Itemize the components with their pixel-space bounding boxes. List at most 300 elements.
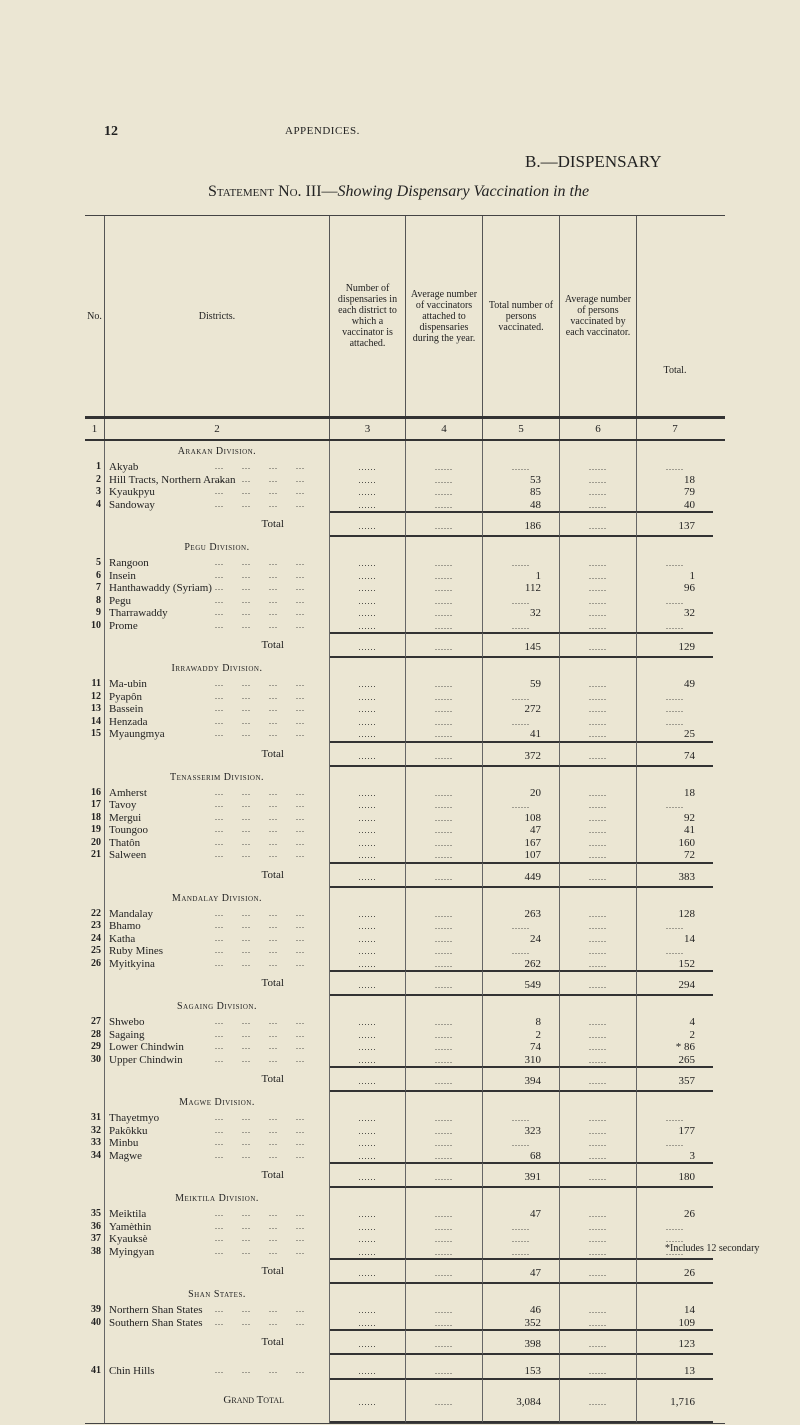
district-name: Myaungmya ... — [105, 728, 330, 741]
avg-vaccinators-value — [406, 1125, 483, 1138]
persons-vaccinated-value: 47 — [483, 1208, 560, 1221]
persons-vaccinated-value — [483, 1137, 560, 1150]
table-row — [85, 799, 725, 812]
row-number: 27 — [85, 1016, 105, 1029]
dispensaries-value — [330, 1365, 406, 1378]
total-row — [85, 632, 725, 658]
persons-vaccinated-value: 153 — [483, 1365, 560, 1378]
persons-vaccinated-value: 323 — [483, 1125, 560, 1138]
avg-vaccinators-value — [406, 678, 483, 691]
avg-per-vaccinator-value — [560, 1258, 637, 1284]
avg-vaccinators-value — [406, 1233, 483, 1246]
division-name: Magwe Division. — [105, 1092, 330, 1112]
avg-vaccinators-value — [406, 486, 483, 499]
dispensaries-value — [330, 716, 406, 729]
total-value: 160 — [678, 836, 695, 849]
district-name: Pegu ... — [105, 595, 330, 608]
district-name: Yamèthin ... — [105, 1221, 330, 1234]
avg-per-vaccinator-value — [560, 1041, 637, 1054]
dispensaries-value — [330, 632, 406, 658]
total-value: 265 — [678, 1053, 695, 1066]
district-name: Tharrawaddy ... — [105, 607, 330, 620]
dispensaries-value — [330, 1041, 406, 1054]
dispensaries-value — [330, 1221, 406, 1234]
avg-per-vaccinator-value — [560, 658, 637, 678]
avg-vaccinators-value — [406, 970, 483, 996]
persons-vaccinated-value — [483, 658, 560, 678]
header-districts: Districts. — [105, 216, 330, 416]
row-number: 13 — [85, 703, 105, 716]
avg-vaccinators-value — [406, 632, 483, 658]
avg-vaccinators-value — [406, 849, 483, 862]
dispensaries-value — [330, 1233, 406, 1246]
table-row — [85, 1317, 725, 1330]
persons-vaccinated-value — [483, 691, 560, 704]
spacer-cell — [483, 1355, 560, 1365]
spacer-cell — [560, 1355, 637, 1365]
total-value: * 86 — [675, 1041, 695, 1053]
row-number: 16 — [85, 787, 105, 800]
avg-vaccinators-value — [406, 1016, 483, 1029]
dispensaries-value — [330, 970, 406, 996]
table-row — [85, 837, 725, 850]
dispensaries-value — [330, 474, 406, 487]
avg-vaccinators-value — [406, 1246, 483, 1259]
row-number: 12 — [85, 691, 105, 704]
avg-per-vaccinator-value — [560, 787, 637, 800]
total-value — [637, 620, 713, 633]
total-value — [637, 461, 713, 474]
avg-vaccinators-value — [406, 461, 483, 474]
total-value: 123 — [637, 1329, 713, 1355]
total-value — [637, 537, 713, 557]
total-value — [637, 691, 713, 704]
avg-per-vaccinator-value — [560, 703, 637, 716]
dispensaries-value — [330, 812, 406, 825]
total-value: 25 — [684, 728, 695, 740]
avg-per-vaccinator-value — [560, 537, 637, 557]
avg-per-vaccinator-value — [560, 1284, 637, 1304]
row-number — [85, 888, 105, 908]
avg-vaccinators-value — [406, 824, 483, 837]
dispensaries-value — [330, 1162, 406, 1188]
persons-vaccinated-value — [483, 620, 560, 633]
persons-vaccinated-value: 263 — [483, 908, 560, 921]
dispensaries-value — [330, 767, 406, 787]
avg-per-vaccinator-value — [560, 557, 637, 570]
district-name: Grand Total — [105, 1378, 330, 1423]
division-name: Irrawaddy Division. — [105, 658, 330, 678]
dispensaries-value — [330, 1016, 406, 1029]
total-value: 4 — [689, 1016, 695, 1028]
district-name: Amherst ... — [105, 787, 330, 800]
division-name: Sagaing Division. — [105, 996, 330, 1016]
district-name: Shwebo ... — [105, 1016, 330, 1029]
avg-per-vaccinator-value — [560, 1317, 637, 1330]
avg-vaccinators-value — [406, 799, 483, 812]
dispensaries-value — [330, 499, 406, 512]
persons-vaccinated-value — [483, 888, 560, 908]
district-name: Mergui ... — [105, 812, 330, 825]
avg-per-vaccinator-value — [560, 933, 637, 946]
table-row — [85, 1378, 725, 1423]
row-number: 8 — [85, 595, 105, 608]
row-number — [85, 862, 105, 888]
avg-per-vaccinator-value — [560, 499, 637, 512]
total-label: Total — [105, 1162, 330, 1188]
row-number: 21 — [85, 849, 105, 862]
avg-vaccinators-value — [406, 1365, 483, 1378]
division-name: Meiktila Division. — [105, 1188, 330, 1208]
avg-vaccinators-value — [406, 837, 483, 850]
avg-per-vaccinator-value — [560, 1365, 637, 1378]
page-number: 12 — [104, 124, 118, 139]
total-value: 177 — [678, 1124, 695, 1137]
division-heading-row — [85, 767, 725, 787]
avg-per-vaccinator-value — [560, 888, 637, 908]
total-value: 383 — [637, 862, 713, 888]
table-row — [85, 1150, 725, 1163]
dispensaries-value — [330, 920, 406, 933]
district-name: Kyaukpyu ... — [105, 486, 330, 499]
avg-per-vaccinator-value — [560, 1208, 637, 1221]
total-value: 3 — [689, 1149, 695, 1162]
dispensaries-value — [330, 703, 406, 716]
total-value: 14 — [684, 932, 695, 945]
total-row — [85, 741, 725, 767]
total-value: 18 — [684, 473, 695, 486]
avg-per-vaccinator-value — [560, 1221, 637, 1234]
avg-vaccinators-value — [406, 1054, 483, 1067]
total-value: 357 — [637, 1066, 713, 1092]
row-number: 11 — [85, 678, 105, 691]
district-name: Bassein ... — [105, 703, 330, 716]
avg-per-vaccinator-value — [560, 996, 637, 1016]
dispensaries-value — [330, 799, 406, 812]
avg-vaccinators-value — [406, 908, 483, 921]
spacer-cell — [85, 1355, 105, 1365]
dispensaries-value — [330, 582, 406, 595]
division-heading-row — [85, 441, 725, 461]
division-heading-row — [85, 537, 725, 557]
total-label: Total — [105, 1066, 330, 1092]
row-number — [85, 632, 105, 658]
avg-per-vaccinator-value — [560, 1016, 637, 1029]
total-label: Total — [105, 1329, 330, 1355]
table-header — [85, 215, 725, 419]
total-value: 26 — [637, 1258, 713, 1284]
total-value — [637, 1188, 713, 1208]
spacer-cell — [105, 1355, 330, 1365]
persons-vaccinated-value: 24 — [483, 933, 560, 946]
row-number: 39 — [85, 1304, 105, 1317]
row-number — [85, 441, 105, 461]
table-bottom-rule — [85, 1423, 725, 1424]
district-name: Thatôn ... — [105, 837, 330, 850]
avg-per-vaccinator-value — [560, 1054, 637, 1067]
total-value — [637, 658, 713, 678]
persons-vaccinated-value: 186 — [483, 511, 560, 537]
avg-per-vaccinator-value — [560, 970, 637, 996]
avg-vaccinators-value — [406, 862, 483, 888]
persons-vaccinated-value: 372 — [483, 741, 560, 767]
row-number: 31 — [85, 1112, 105, 1125]
avg-vaccinators-value — [406, 1284, 483, 1304]
avg-vaccinators-value — [406, 1092, 483, 1112]
total-value — [637, 557, 713, 570]
row-number — [85, 741, 105, 767]
dispensaries-value — [330, 1029, 406, 1042]
total-value: 92 — [684, 811, 695, 824]
row-number — [85, 1258, 105, 1284]
row-number — [85, 970, 105, 996]
dispensaries-value — [330, 728, 406, 741]
division-name: Arakan Division. — [105, 441, 330, 461]
avg-vaccinators-value — [406, 607, 483, 620]
total-value: 109 — [678, 1316, 695, 1329]
dispensaries-value — [330, 1246, 406, 1259]
district-name: Pyapôn ... — [105, 691, 330, 704]
total-value: 72 — [684, 849, 695, 861]
avg-per-vaccinator-value — [560, 607, 637, 620]
total-label: Total — [105, 862, 330, 888]
district-name: Mandalay ... — [105, 908, 330, 921]
row-number: 30 — [85, 1054, 105, 1067]
division-name: Mandalay Division. — [105, 888, 330, 908]
avg-vaccinators-value — [406, 933, 483, 946]
row-number: 36 — [85, 1221, 105, 1234]
total-value — [637, 996, 713, 1016]
avg-per-vaccinator-value — [560, 582, 637, 595]
running-head: APPENDICES. — [285, 125, 360, 137]
table-row — [85, 607, 725, 620]
row-number: 19 — [85, 824, 105, 837]
total-label: Total — [105, 1258, 330, 1284]
column-number: 7 — [672, 423, 678, 435]
row-number — [85, 1066, 105, 1092]
row-number: 15 — [85, 728, 105, 741]
persons-vaccinated-value: 2 — [483, 1029, 560, 1042]
persons-vaccinated-value: 68 — [483, 1150, 560, 1163]
dispensaries-value — [330, 486, 406, 499]
district-name: Myitkyina ... — [105, 958, 330, 971]
table-row — [85, 461, 725, 474]
avg-vaccinators-value — [406, 691, 483, 704]
avg-vaccinators-value — [406, 1188, 483, 1208]
district-name: Minbu ... — [105, 1137, 330, 1150]
persons-vaccinated-value — [483, 1246, 560, 1259]
dispensaries-value — [330, 691, 406, 704]
dispensaries-value — [330, 1258, 406, 1284]
total-value — [637, 1137, 713, 1150]
dispensaries-value — [330, 1188, 406, 1208]
persons-vaccinated-value: 108 — [483, 812, 560, 825]
district-name: Ma-ubin ... — [105, 678, 330, 691]
row-number — [85, 658, 105, 678]
section-title: B.—DISPENSARY — [525, 152, 662, 171]
total-value — [637, 703, 713, 716]
row-number: 4 — [85, 499, 105, 512]
table-row — [85, 595, 725, 608]
district-name: Ruby Mines ... — [105, 945, 330, 958]
total-value: 1,716 — [637, 1378, 713, 1423]
row-number: 1 — [85, 461, 105, 474]
spacer — [85, 1355, 725, 1365]
dispensaries-value — [330, 787, 406, 800]
avg-vaccinators-value — [406, 888, 483, 908]
avg-per-vaccinator-value — [560, 837, 637, 850]
district-name: Thayetmyo ... — [105, 1112, 330, 1125]
persons-vaccinated-value — [483, 1221, 560, 1234]
district-name: Meiktila ... — [105, 1208, 330, 1221]
header-avg-vaccinators: Average number of vaccinators attached to dispensaries during the year. — [406, 216, 483, 416]
avg-vaccinators-value — [406, 767, 483, 787]
table-row — [85, 1365, 725, 1378]
total-value: 26 — [684, 1208, 695, 1220]
avg-vaccinators-value — [406, 1208, 483, 1221]
avg-vaccinators-value — [406, 1150, 483, 1163]
total-value — [637, 1092, 713, 1112]
row-number: 20 — [85, 837, 105, 850]
dispensaries-value — [330, 595, 406, 608]
persons-vaccinated-value: 32 — [483, 607, 560, 620]
persons-vaccinated-value — [483, 1112, 560, 1125]
dispensaries-value — [330, 620, 406, 633]
persons-vaccinated-value — [483, 441, 560, 461]
total-label: Total — [105, 970, 330, 996]
dispensaries-value — [330, 837, 406, 850]
division-heading-row — [85, 1092, 725, 1112]
avg-per-vaccinator-value — [560, 824, 637, 837]
table-row — [85, 557, 725, 570]
table-row — [85, 945, 725, 958]
table-row — [85, 1054, 725, 1067]
district-name: Sagaing ... — [105, 1029, 330, 1042]
avg-vaccinators-value — [406, 537, 483, 557]
row-number: 38 — [85, 1246, 105, 1259]
row-number: 18 — [85, 812, 105, 825]
district-name: Katha ... — [105, 933, 330, 946]
division-heading-row — [85, 1188, 725, 1208]
avg-vaccinators-value — [406, 1378, 483, 1423]
total-value — [637, 920, 713, 933]
dispensaries-value — [330, 1284, 406, 1304]
persons-vaccinated-value — [483, 996, 560, 1016]
row-number — [85, 1284, 105, 1304]
table-row — [85, 812, 725, 825]
avg-vaccinators-value — [406, 1329, 483, 1355]
avg-per-vaccinator-value — [560, 1029, 637, 1042]
total-row — [85, 1066, 725, 1092]
row-number: 40 — [85, 1317, 105, 1330]
avg-per-vaccinator-value — [560, 441, 637, 461]
dispensaries-value — [330, 908, 406, 921]
avg-per-vaccinator-value — [560, 486, 637, 499]
table-row — [85, 908, 725, 921]
avg-per-vaccinator-value — [560, 1162, 637, 1188]
district-name: Tavoy ... — [105, 799, 330, 812]
total-value: 14 — [684, 1304, 695, 1316]
district-name: Myingyan ... — [105, 1246, 330, 1259]
district-name: Prome ... — [105, 620, 330, 633]
total-row — [85, 1162, 725, 1188]
avg-vaccinators-value — [406, 570, 483, 583]
dispensaries-value — [330, 741, 406, 767]
avg-per-vaccinator-value — [560, 958, 637, 971]
avg-per-vaccinator-value — [560, 570, 637, 583]
table-row — [85, 474, 725, 487]
district-name: Upper Chindwin ... — [105, 1054, 330, 1067]
row-number — [85, 1329, 105, 1355]
dispensaries-value — [330, 1150, 406, 1163]
avg-per-vaccinator-value — [560, 862, 637, 888]
row-number: 28 — [85, 1029, 105, 1042]
header-no: No. — [85, 216, 105, 416]
persons-vaccinated-value: 145 — [483, 632, 560, 658]
avg-per-vaccinator-value — [560, 849, 637, 862]
table-row — [85, 1208, 725, 1221]
dispensaries-value — [330, 511, 406, 537]
avg-vaccinators-value — [406, 499, 483, 512]
avg-per-vaccinator-value — [560, 908, 637, 921]
total-label: Total — [105, 511, 330, 537]
row-number: 6 — [85, 570, 105, 583]
avg-per-vaccinator-value — [560, 474, 637, 487]
column-number-row — [85, 419, 725, 441]
avg-per-vaccinator-value — [560, 678, 637, 691]
row-number — [85, 511, 105, 537]
persons-vaccinated-value: 20 — [483, 787, 560, 800]
spacer-cell — [637, 1355, 713, 1365]
row-number — [85, 1378, 105, 1423]
dispensaries-value — [330, 1137, 406, 1150]
table-row — [85, 486, 725, 499]
column-number: 6 — [560, 419, 637, 439]
district-name: Pakôkku ... — [105, 1125, 330, 1138]
district-name: Henzada ... — [105, 716, 330, 729]
persons-vaccinated-value: 391 — [483, 1162, 560, 1188]
avg-per-vaccinator-value — [560, 1092, 637, 1112]
division-heading-row — [85, 888, 725, 908]
total-value: 74 — [637, 741, 713, 767]
avg-vaccinators-value — [406, 1162, 483, 1188]
persons-vaccinated-value: 74 — [483, 1041, 560, 1054]
table-row — [85, 1246, 725, 1259]
column-number: 5 — [483, 419, 560, 439]
district-name: Salween ... — [105, 849, 330, 862]
avg-vaccinators-value — [406, 787, 483, 800]
avg-per-vaccinator-value — [560, 1246, 637, 1259]
dispensaries-value — [330, 824, 406, 837]
persons-vaccinated-value — [483, 799, 560, 812]
persons-vaccinated-value — [483, 1092, 560, 1112]
table-row — [85, 570, 725, 583]
row-number: 10 — [85, 620, 105, 633]
header-dispensaries: Number of dispensaries in each district to which a vaccinator is attached. — [330, 216, 406, 416]
avg-per-vaccinator-value — [560, 1378, 637, 1423]
row-number — [85, 1092, 105, 1112]
total-value: 79 — [684, 486, 695, 498]
row-number: 35 — [85, 1208, 105, 1221]
persons-vaccinated-value: 112 — [483, 582, 560, 595]
table-row — [85, 824, 725, 837]
total-value: 2 — [689, 1028, 695, 1041]
table-row — [85, 849, 725, 862]
district-name: Lower Chindwin ... — [105, 1041, 330, 1054]
table-row — [85, 691, 725, 704]
row-number: 9 — [85, 607, 105, 620]
avg-vaccinators-value — [406, 741, 483, 767]
